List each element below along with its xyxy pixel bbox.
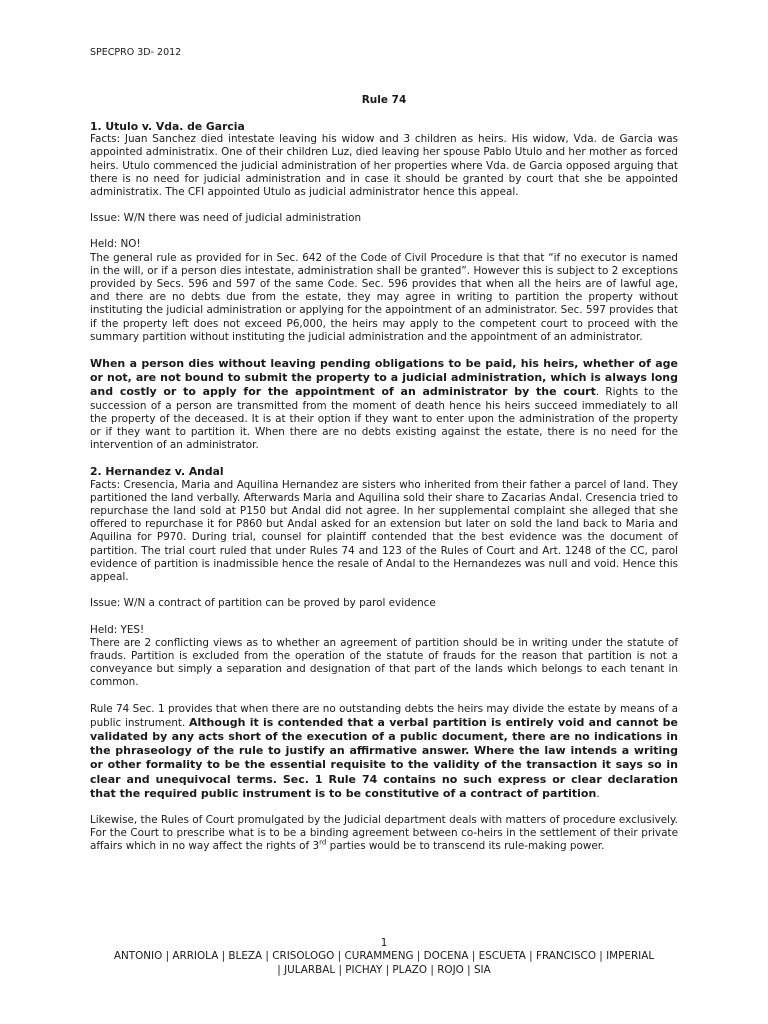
case-1-issue: Issue: W/N there was need of judicial administration xyxy=(90,212,362,225)
case-2-rule-intro: Rule 74 Sec. 1 provides that when there are no outstanding debts the heirs may divide the estate by means of a public instrument. xyxy=(90,702,678,729)
case-2-held-label: Held: YES! xyxy=(90,623,145,636)
case-2-held-text: There are 2 conflicting views as to whether an agreement of partition should be in writing under the statute of frauds. Partition is excluded from the operation of the statute of frauds for the reason that partition is not a conveyance but simply a separation and designation of that part of the lands which belongs to each tenant in common. xyxy=(90,636,678,689)
document-header-code: SPECPRO 3D- 2012 xyxy=(90,47,182,58)
case-1-held-text: The general rule as provided for in Sec. 642 of the Code of Civil Procedure is that that “if no executor is named in the will, or if a person dies intestate, administration shall be granted”. However this is subject to 2 exceptions provided by Secs. 596 and 597 of the same Code. Sec. 596 provides that when all the heirs are of lawful age, and there are no debts due from the estate, they may agree in writing to partition the property without instituting the judicial administration or applying for the appointment of an administrator. Sec. 597 provides that if the property left does not exceed P6,000, the heirs may apply to the competent court to proceed with the summary partition without instituting the judicial administration and the appointment of an administrator. xyxy=(90,251,678,343)
case-2-issue: Issue: W/N a contract of partition can be proved by parol evidence xyxy=(90,597,436,610)
document-title: Rule 74 xyxy=(361,94,407,106)
document-body xyxy=(90,120,678,854)
footer-names-line-1: ANTONIO | ARRIOLA | BLEZA | CRISOLOGO | CURAMMENG | DOCENA | ESCUETA | FRANCISCO | IMPERIAL xyxy=(113,950,655,963)
case-1-rights-text: . Rights to the succession of a person are transmitted from the moment of death hence his heirs succeed immediately to all the property of the deceased. It is at their option if they want to enter upon the administration of the property or if they want to partition it. When there are no debts existing against the estate, there is no need for the intervention of an administrator. xyxy=(90,386,678,452)
case-2-rule-paragraph xyxy=(90,703,678,801)
page-footer xyxy=(90,937,678,977)
case-2-rule-bold: Although it is contended that a verbal partition is entirely void and cannot be validated by any acts short of the execution of a public document, there are no indications in the phraseology of the rule to justify an affirmative answer. Where the law intends a writing or other formality to be the essential requisite to the validity of the transaction it says so in clear and unequivocal terms. Sec. 1 Rule 74 contains no such express or clear declaration that the required public instrument is to be constitutive of a contract of partition xyxy=(90,715,678,800)
footer-names-line-2: | JULARBAL | PICHAY | PLAZO | ROJO | SIA xyxy=(277,963,491,976)
case-2-likewise-b: parties would be to transcend its rule-making power. xyxy=(326,840,605,853)
case-2-likewise-paragraph xyxy=(90,814,678,854)
page-number: 1 xyxy=(380,937,388,949)
case-2-rule-end: . xyxy=(596,787,600,800)
case-1-held-label: Held: NO! xyxy=(90,238,141,251)
case-1-facts: Facts: Juan Sanchez died intestate leaving his widow and 3 children as heirs. His widow, Vda. de Garcia was appointed administratix. One of their children Luz, died leaving her spouse Pablo Utulo and her mother as forced heirs. Utulo commenced the judicial administration of her properties where Vda. de Garcia opposed arguing that there is no need for judicial administration and in case it should be granted by court that she be appointed administratix. The CFI appointed Utulo as judicial administrator hence this appeal. xyxy=(90,133,678,199)
case-2-likewise-a: Likewise, the Rules of Court promulgated by the Judicial department deals with matters of procedure exclusively. For the Court to prescribe what is to be a binding agreement between co-heirs in the settlement of their private affairs which in no way affect the rights of 3 xyxy=(90,813,678,853)
case-2-title: 2. Hernandez v. Andal xyxy=(90,465,224,479)
case-1-doctrine-bold: When a person dies without leaving pending obligations to be paid, his heirs, whether of age or not, are not bound to submit the property to a judicial administration, which is always long and costly or to apply for the appointment of an administrator by the court xyxy=(90,357,678,399)
ordinal-superscript: rd xyxy=(319,838,327,847)
case-2-facts: Facts: Cresencia, Maria and Aquilina Hernandez are sisters who inherited from their father a parcel of land. They partitioned the land verbally. Afterwards Maria and Aquilina sold their share to Zacarias Andal. Cresencia tried to repurchase the land sold at P150 but Andal did not agree. In her supplemental complaint she alleged that she offered to repurchase it for P860 but Andal asked for an extension but later on sold the land back to Maria and Aquilina for P970. During trial, counsel for plaintiff contended that the best evidence was the document of partition. The trial court ruled that under Rules 74 and 123 of the Rules of Court and Art. 1248 of the CC, parol evidence of partition is inadmissible hence the resale of Andal to the Hernandezes was null and void. Hence this appeal. xyxy=(90,478,678,584)
case-1-doctrine xyxy=(90,357,678,452)
case-1-title: 1. Utulo v. Vda. de Garcia xyxy=(90,120,245,133)
